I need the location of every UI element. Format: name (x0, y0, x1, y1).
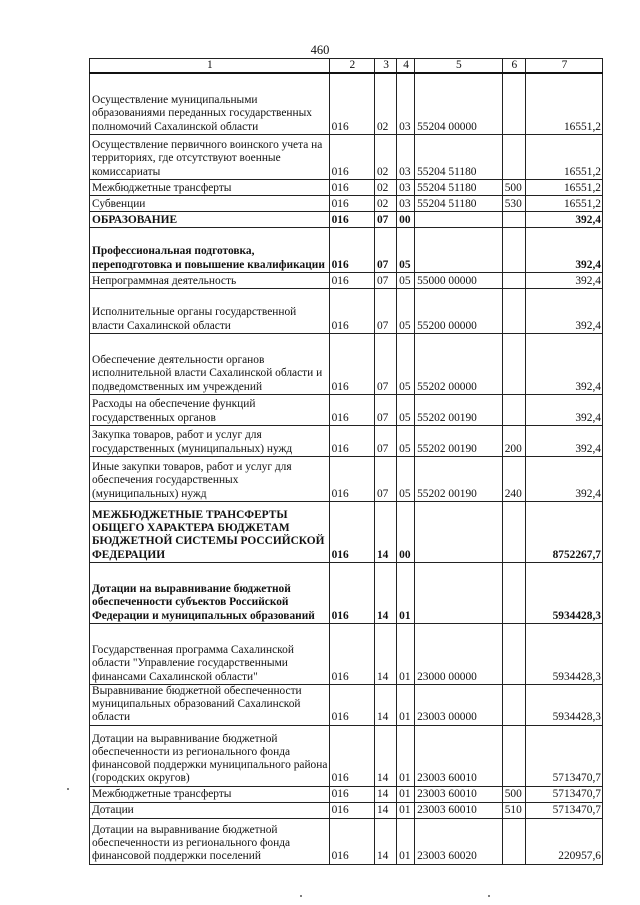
table-row (90, 134, 603, 179)
section-cell: 02 (374, 73, 396, 134)
amount-cell: 16551,2 (525, 195, 602, 211)
target-item-cell: 55202 00190 (415, 456, 503, 501)
subsection-cell: 05 (397, 394, 415, 425)
column-header-5: 5 (415, 59, 503, 74)
admin-code-cell: 016 (329, 456, 374, 501)
section-cell: 07 (374, 333, 396, 394)
admin-code-cell: 016 (329, 725, 374, 786)
table-row (90, 288, 603, 333)
section-cell: 14 (374, 684, 396, 725)
target-item-cell: 55204 51180 (415, 134, 503, 179)
amount-cell: 16551,2 (525, 134, 602, 179)
table-row (90, 562, 603, 623)
target-item-cell: 55204 51180 (415, 195, 503, 211)
section-cell: 14 (374, 818, 396, 864)
expense-type-cell: 530 (502, 195, 525, 211)
expense-type-cell (502, 211, 525, 227)
section-cell: 07 (374, 456, 396, 501)
amount-cell: 16551,2 (525, 179, 602, 195)
admin-code-cell: 016 (329, 134, 374, 179)
table-row (90, 227, 603, 272)
subsection-cell: 01 (397, 802, 415, 818)
table-row (90, 818, 603, 864)
target-item-cell: 55204 51180 (415, 179, 503, 195)
admin-code-cell: 016 (329, 288, 374, 333)
column-header-2: 2 (329, 59, 374, 74)
subsection-cell: 01 (397, 786, 415, 802)
admin-code-cell: 016 (329, 802, 374, 818)
expense-type-cell (502, 272, 525, 288)
amount-cell: 392,4 (525, 227, 602, 272)
amount-cell: 5934428,3 (525, 684, 602, 725)
expense-type-cell (502, 725, 525, 786)
table-row (90, 501, 603, 562)
admin-code-cell: 016 (329, 195, 374, 211)
expense-type-cell (502, 288, 525, 333)
amount-cell: 220957,6 (525, 818, 602, 864)
column-header-7: 7 (525, 59, 602, 74)
column-header-1: 1 (90, 59, 330, 74)
section-cell: 07 (374, 394, 396, 425)
name-cell: Дотации (90, 802, 330, 818)
section-cell: 07 (374, 211, 396, 227)
section-cell: 07 (374, 227, 396, 272)
subsection-cell: 05 (397, 288, 415, 333)
scan-speck (300, 895, 302, 897)
subsection-cell: 01 (397, 623, 415, 684)
table-row (90, 394, 603, 425)
admin-code-cell: 016 (329, 227, 374, 272)
expense-type-cell: 500 (502, 179, 525, 195)
section-cell: 14 (374, 725, 396, 786)
column-header-row (90, 59, 603, 74)
admin-code-cell: 016 (329, 73, 374, 134)
expense-type-cell (502, 684, 525, 725)
name-cell: Расходы на обеспечение функций государственных органов (90, 394, 330, 425)
target-item-cell: 55000 00000 (415, 272, 503, 288)
subsection-cell: 01 (397, 725, 415, 786)
scan-speck (67, 788, 69, 790)
target-item-cell (415, 227, 503, 272)
name-cell: Субвенции (90, 195, 330, 211)
amount-cell: 392,4 (525, 425, 602, 456)
admin-code-cell: 016 (329, 818, 374, 864)
target-item-cell (415, 562, 503, 623)
table-row (90, 179, 603, 195)
name-cell: Закупка товаров, работ и услуг для государственных (муниципальных) нужд (90, 425, 330, 456)
subsection-cell: 05 (397, 456, 415, 501)
table-row (90, 333, 603, 394)
expense-type-cell (502, 333, 525, 394)
amount-cell: 8752267,7 (525, 501, 602, 562)
subsection-cell: 01 (397, 684, 415, 725)
name-cell: Профессиональная подготовка, переподготовка и повышение квалификации (90, 227, 330, 272)
admin-code-cell: 016 (329, 623, 374, 684)
amount-cell: 392,4 (525, 394, 602, 425)
name-cell: Дотации на выравнивание бюджетной обеспеченности из регионального фонда финансовой поддержки муниципального района (городских округов) (90, 725, 330, 786)
admin-code-cell: 016 (329, 394, 374, 425)
table-row (90, 802, 603, 818)
target-item-cell: 23003 60010 (415, 725, 503, 786)
amount-cell: 392,4 (525, 211, 602, 227)
name-cell: Осуществление первичного воинского учета на территориях, где отсутствуют военные комиссариаты (90, 134, 330, 179)
expense-type-cell: 510 (502, 802, 525, 818)
expense-type-cell (502, 562, 525, 623)
amount-cell: 392,4 (525, 288, 602, 333)
name-cell: Межбюджетные трансферты (90, 179, 330, 195)
expense-type-cell: 240 (502, 456, 525, 501)
section-cell: 02 (374, 195, 396, 211)
scan-speck (488, 895, 490, 897)
target-item-cell: 55202 00000 (415, 333, 503, 394)
name-cell: Обеспечение деятельности органов исполнительной власти Сахалинской области и подведомственных им учреждений (90, 333, 330, 394)
target-item-cell: 23003 60010 (415, 802, 503, 818)
admin-code-cell: 016 (329, 786, 374, 802)
admin-code-cell: 016 (329, 333, 374, 394)
section-cell: 07 (374, 425, 396, 456)
amount-cell: 392,4 (525, 456, 602, 501)
expense-type-cell (502, 818, 525, 864)
expense-type-cell: 500 (502, 786, 525, 802)
amount-cell: 5713470,7 (525, 802, 602, 818)
admin-code-cell: 016 (329, 562, 374, 623)
section-cell: 14 (374, 562, 396, 623)
subsection-cell: 05 (397, 227, 415, 272)
expense-type-cell: 200 (502, 425, 525, 456)
table-row (90, 725, 603, 786)
amount-cell: 5934428,3 (525, 623, 602, 684)
table-row (90, 456, 603, 501)
name-cell: Межбюджетные трансферты (90, 786, 330, 802)
table-row (90, 272, 603, 288)
target-item-cell (415, 211, 503, 227)
subsection-cell: 01 (397, 818, 415, 864)
admin-code-cell: 016 (329, 684, 374, 725)
admin-code-cell: 016 (329, 425, 374, 456)
subsection-cell: 05 (397, 425, 415, 456)
name-cell: Непрограммная деятельность (90, 272, 330, 288)
column-header-6: 6 (502, 59, 525, 74)
table-row (90, 623, 603, 684)
column-header-4: 4 (397, 59, 415, 74)
table-row (90, 195, 603, 211)
amount-cell: 392,4 (525, 333, 602, 394)
subsection-cell: 00 (397, 211, 415, 227)
admin-code-cell: 016 (329, 272, 374, 288)
target-item-cell: 23000 00000 (415, 623, 503, 684)
budget-table (89, 58, 603, 865)
budget-table-body (90, 59, 603, 865)
name-cell: Иные закупки товаров, работ и услуг для обеспечения государственных (муниципальных) нужд (90, 456, 330, 501)
section-cell: 14 (374, 802, 396, 818)
table-row (90, 786, 603, 802)
admin-code-cell: 016 (329, 179, 374, 195)
name-cell: ОБРАЗОВАНИЕ (90, 211, 330, 227)
section-cell: 14 (374, 623, 396, 684)
section-cell: 14 (374, 501, 396, 562)
section-cell: 07 (374, 288, 396, 333)
name-cell: Государственная программа Сахалинской области "Управление государственными финансами Сахалинской области" (90, 623, 330, 684)
name-cell: Осуществление муниципальными образованиями переданных государственных полномочий Сахалинской области (90, 73, 330, 134)
subsection-cell: 05 (397, 333, 415, 394)
amount-cell: 16551,2 (525, 73, 602, 134)
table-row (90, 684, 603, 725)
name-cell: Дотации на выравнивание бюджетной обеспеченности субъектов Российской Федерации и муниципальных образований (90, 562, 330, 623)
target-item-cell: 55202 00190 (415, 394, 503, 425)
expense-type-cell (502, 73, 525, 134)
target-item-cell: 23003 60010 (415, 786, 503, 802)
expense-type-cell (502, 227, 525, 272)
expense-type-cell (502, 394, 525, 425)
admin-code-cell: 016 (329, 501, 374, 562)
subsection-cell: 03 (397, 179, 415, 195)
target-item-cell: 55204 00000 (415, 73, 503, 134)
amount-cell: 392,4 (525, 272, 602, 288)
target-item-cell: 23003 00000 (415, 684, 503, 725)
page-number: 460 (310, 43, 330, 57)
section-cell: 02 (374, 179, 396, 195)
amount-cell: 5713470,7 (525, 786, 602, 802)
subsection-cell: 03 (397, 195, 415, 211)
amount-cell: 5934428,3 (525, 562, 602, 623)
target-item-cell: 23003 60020 (415, 818, 503, 864)
table-row (90, 425, 603, 456)
subsection-cell: 01 (397, 562, 415, 623)
section-cell: 02 (374, 134, 396, 179)
table-row (90, 211, 603, 227)
section-cell: 14 (374, 786, 396, 802)
expense-type-cell (502, 501, 525, 562)
target-item-cell (415, 501, 503, 562)
section-cell: 07 (374, 272, 396, 288)
subsection-cell: 05 (397, 272, 415, 288)
expense-type-cell (502, 134, 525, 179)
name-cell: Выравнивание бюджетной обеспеченности муниципальных образований Сахалинской области (90, 684, 330, 725)
expense-type-cell (502, 623, 525, 684)
amount-cell: 5713470,7 (525, 725, 602, 786)
target-item-cell: 55202 00190 (415, 425, 503, 456)
name-cell: МЕЖБЮДЖЕТНЫЕ ТРАНСФЕРТЫ ОБЩЕГО ХАРАКТЕРА БЮДЖЕТАМ БЮДЖЕТНОЙ СИСТЕМЫ РОССИЙСКОЙ ФЕДЕРАЦИИ (90, 501, 330, 562)
name-cell: Дотации на выравнивание бюджетной обеспеченности из регионального фонда финансовой поддержки поселений (90, 818, 330, 864)
subsection-cell: 03 (397, 73, 415, 134)
subsection-cell: 00 (397, 501, 415, 562)
column-header-3: 3 (374, 59, 396, 74)
admin-code-cell: 016 (329, 211, 374, 227)
name-cell: Исполнительные органы государственной власти Сахалинской области (90, 288, 330, 333)
table-row (90, 73, 603, 134)
subsection-cell: 03 (397, 134, 415, 179)
target-item-cell: 55200 00000 (415, 288, 503, 333)
